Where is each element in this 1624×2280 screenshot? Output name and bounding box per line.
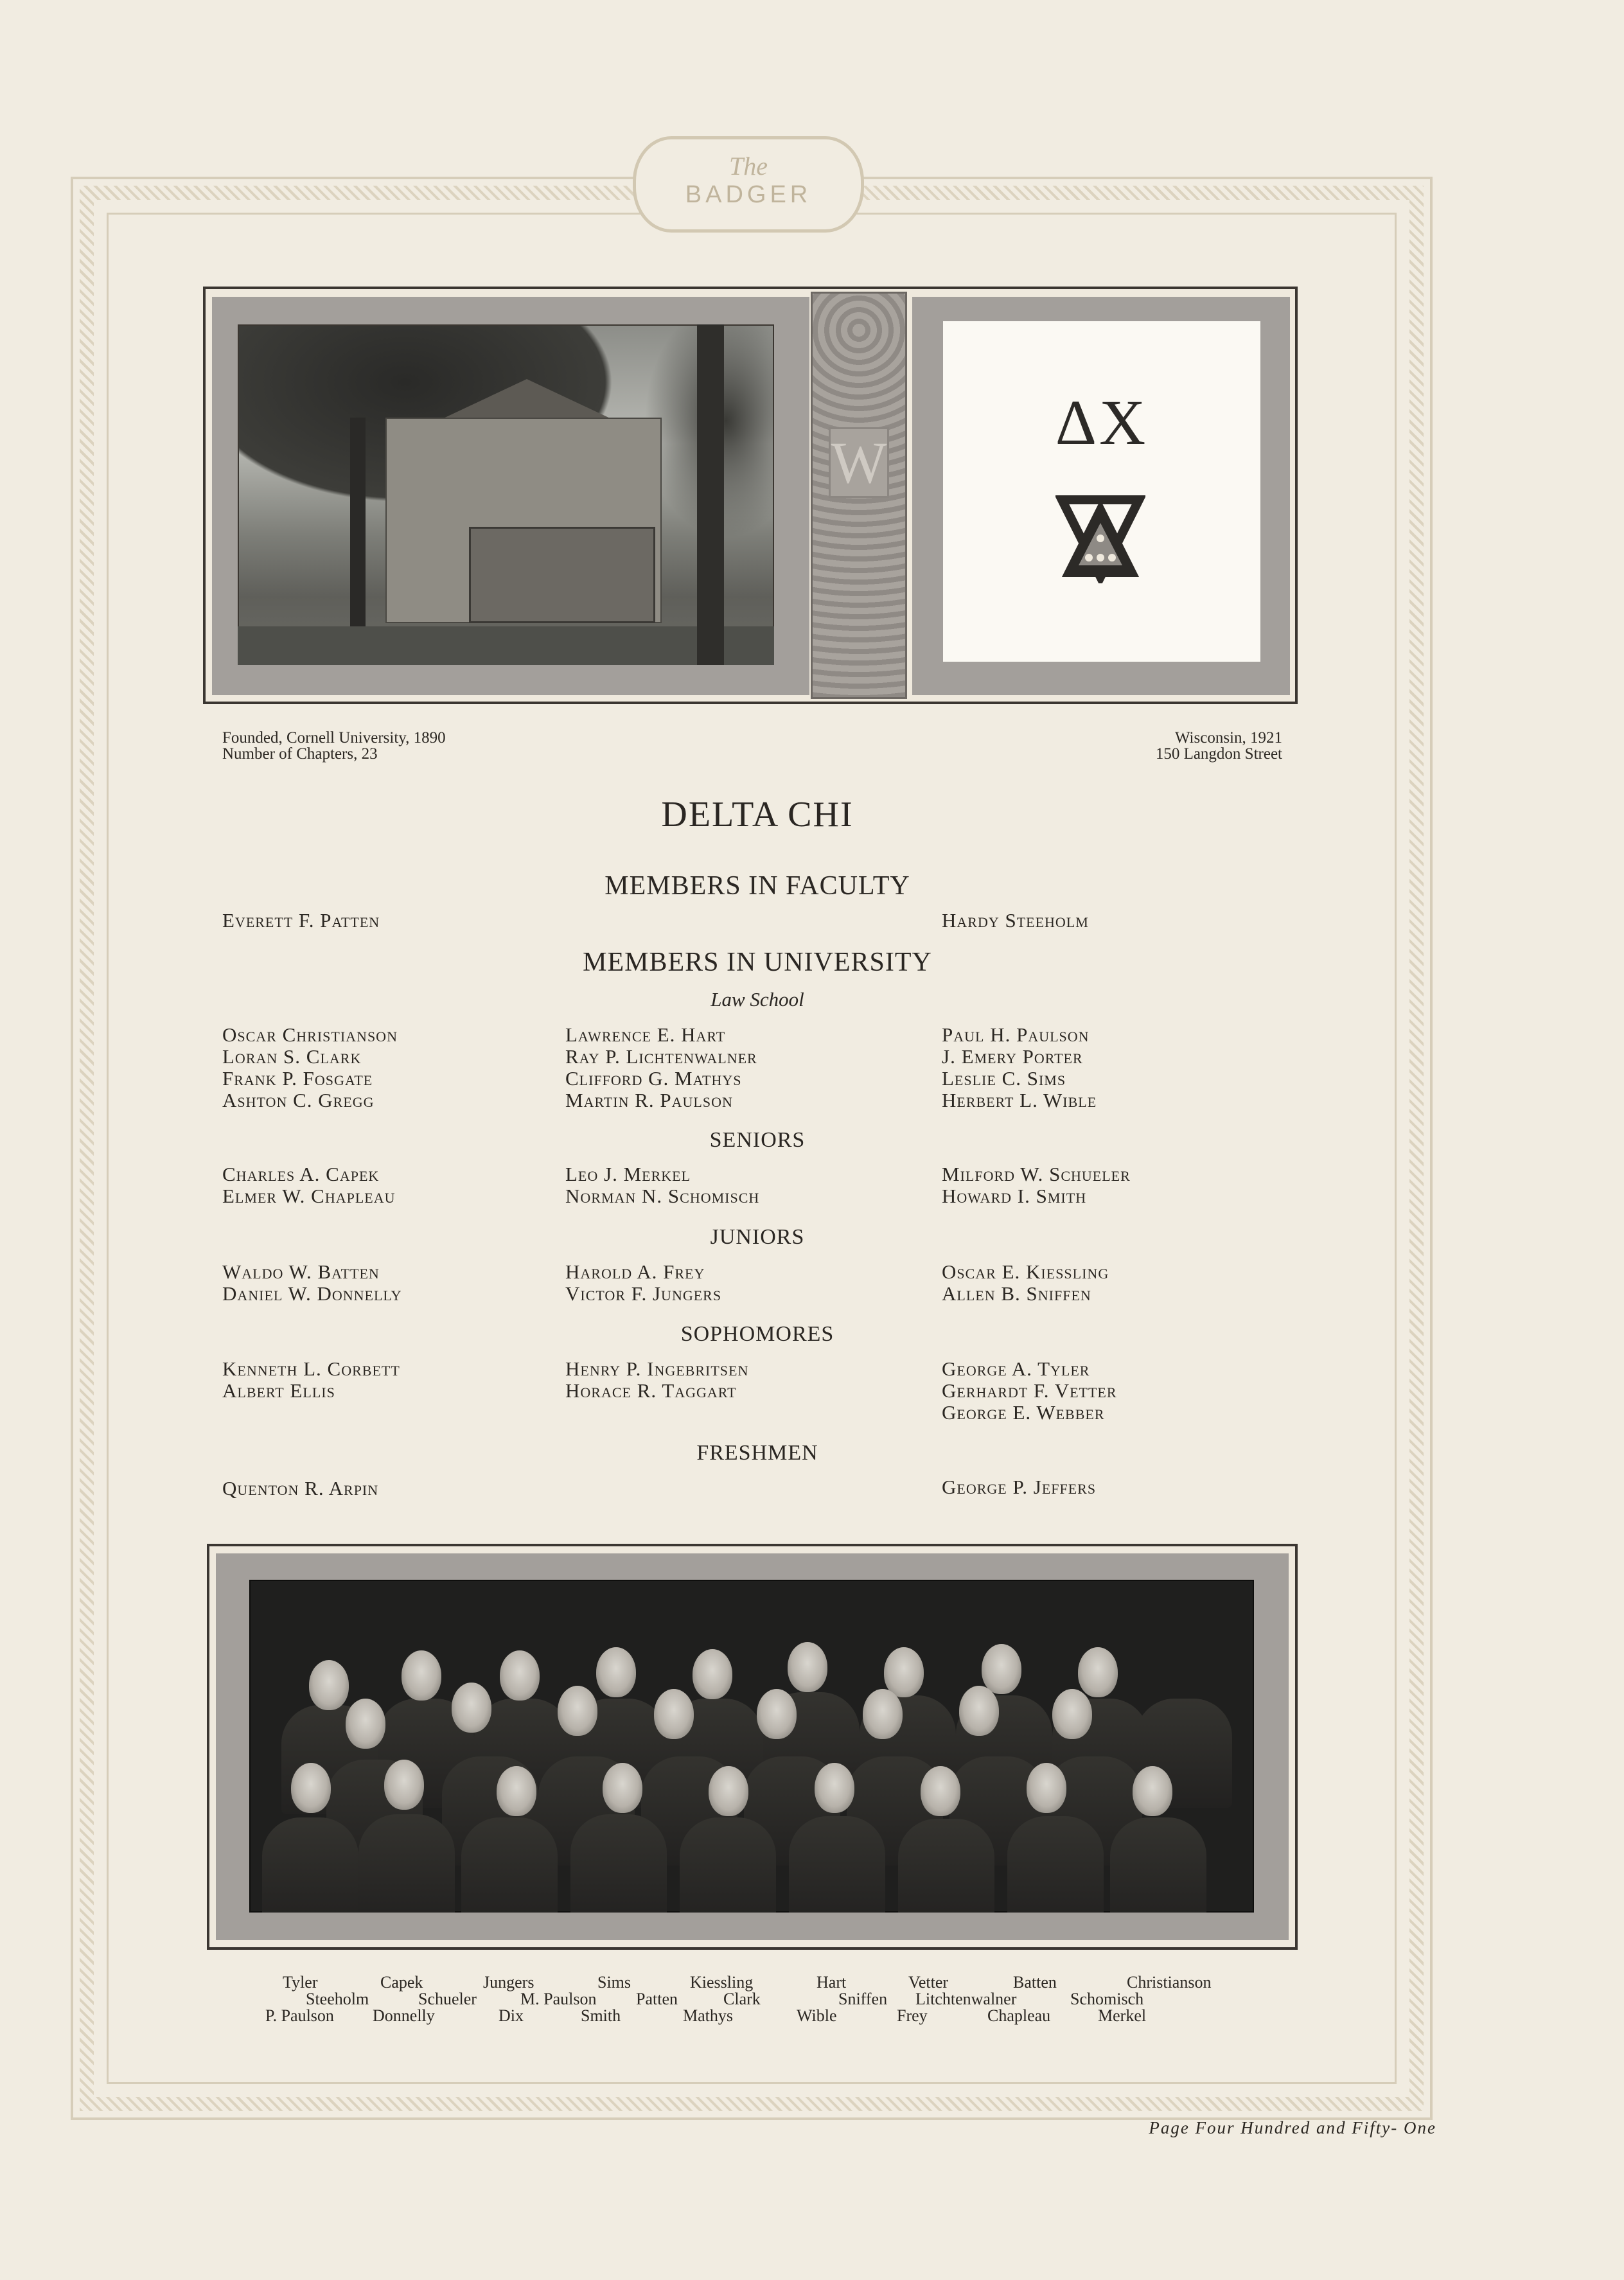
photo-name: P. Paulson bbox=[265, 2006, 334, 2025]
sophomores-heading: SOPHOMORES bbox=[680, 1322, 834, 1346]
member-name: Howard I. Smith bbox=[942, 1185, 1087, 1207]
figure-head bbox=[402, 1650, 441, 1701]
photo-name: Hart bbox=[816, 1973, 847, 1992]
photo-name: Wible bbox=[797, 2006, 837, 2025]
member-name: Charles A. Capek bbox=[222, 1163, 380, 1185]
juniors-col-1 bbox=[222, 1261, 402, 1305]
figure-head bbox=[863, 1689, 903, 1739]
photo-name: Batten bbox=[1013, 1973, 1057, 1992]
member-name: George E. Webber bbox=[942, 1401, 1105, 1424]
photo-name: Vetter bbox=[908, 1973, 949, 1992]
photo-name: Sniffen bbox=[838, 1990, 888, 2008]
tree-trunk-left bbox=[350, 418, 366, 636]
seniors-col-2 bbox=[565, 1163, 759, 1207]
member-name: Lawrence E. Hart bbox=[565, 1023, 726, 1046]
figure-head bbox=[384, 1760, 424, 1810]
figure-body bbox=[898, 1819, 994, 1913]
figure-head bbox=[558, 1686, 597, 1736]
figure-body bbox=[789, 1816, 885, 1913]
member-name: Henry P. Ingebritsen bbox=[565, 1357, 749, 1380]
juniors-col-2 bbox=[565, 1261, 721, 1305]
member-name: Clifford G. Mathys bbox=[565, 1067, 742, 1090]
seniors-col-3 bbox=[942, 1163, 1131, 1207]
photo-name: Jungers bbox=[483, 1973, 534, 1992]
juniors-col-3 bbox=[942, 1261, 1109, 1305]
figure-head bbox=[757, 1689, 797, 1739]
member-name: Quenton R. Arpin bbox=[222, 1477, 379, 1499]
member-name: Frank P. Fosgate bbox=[222, 1067, 373, 1090]
house-porch bbox=[469, 527, 655, 623]
photo-name: Schueler bbox=[418, 1990, 477, 2008]
figure-head bbox=[291, 1763, 331, 1813]
law-school-heading: Law School bbox=[710, 988, 804, 1011]
photo-name: Kiessling bbox=[690, 1973, 754, 1992]
photo-name: Sims bbox=[597, 1973, 631, 1992]
figure-head bbox=[497, 1766, 536, 1816]
member-name: Daniel W. Donnelly bbox=[222, 1282, 402, 1305]
member-name: Martin R. Paulson bbox=[565, 1089, 733, 1111]
member-name: Milford W. Schueler bbox=[942, 1163, 1131, 1185]
photo-name: Smith bbox=[581, 2006, 621, 2025]
sophomores-col-2 bbox=[565, 1358, 748, 1402]
member-name: Victor F. Jungers bbox=[565, 1282, 722, 1305]
photo-name: M. Paulson bbox=[520, 1990, 597, 2008]
seniors-heading: SENIORS bbox=[709, 1128, 806, 1152]
founded-info: Founded, Cornell University, 1890 bbox=[222, 729, 446, 747]
figure-head bbox=[1052, 1689, 1092, 1739]
house-lawn bbox=[238, 626, 774, 665]
figure-head bbox=[788, 1642, 827, 1692]
member-name: Gerhardt F. Vetter bbox=[942, 1379, 1117, 1402]
sophomores-col-1 bbox=[222, 1358, 400, 1402]
figure-head bbox=[654, 1689, 694, 1739]
member-name: Horace R. Taggart bbox=[565, 1379, 737, 1402]
figure-head bbox=[1027, 1763, 1066, 1813]
figure-head bbox=[709, 1766, 748, 1816]
figure-head bbox=[603, 1763, 642, 1813]
law-col-1 bbox=[222, 1024, 398, 1111]
faculty-left-list bbox=[222, 910, 380, 932]
group-photo bbox=[249, 1580, 1254, 1913]
member-name: George A. Tyler bbox=[942, 1357, 1090, 1380]
member-name: Norman N. Schomisch bbox=[565, 1185, 760, 1207]
figure-head bbox=[500, 1650, 540, 1701]
badger-cartouche-logo bbox=[633, 136, 864, 233]
member-name: Allen B. Sniffen bbox=[942, 1282, 1091, 1305]
figure-head bbox=[982, 1644, 1021, 1694]
figure-head bbox=[921, 1766, 960, 1816]
photo-name: Chapleau bbox=[987, 2006, 1051, 2025]
freshmen-col-3 bbox=[942, 1476, 1096, 1498]
photo-name: Dix bbox=[499, 2006, 524, 2025]
cartouche-the: The bbox=[729, 152, 768, 181]
member-name: Leslie C. Sims bbox=[942, 1067, 1066, 1090]
crest-card bbox=[943, 321, 1260, 662]
member-name: Waldo W. Batten bbox=[222, 1260, 380, 1283]
member-name: Kenneth L. Corbett bbox=[222, 1357, 400, 1380]
figure-head bbox=[884, 1647, 924, 1697]
figure-body bbox=[1007, 1816, 1104, 1913]
member-name: Loran S. Clark bbox=[222, 1045, 362, 1068]
photo-name: Merkel bbox=[1098, 2006, 1147, 2025]
photo-name: Steeholm bbox=[306, 1990, 369, 2008]
law-col-3 bbox=[942, 1024, 1097, 1111]
member-name: Ray P. Lichtenwalner bbox=[565, 1045, 757, 1068]
member-name: Elmer W. Chapleau bbox=[222, 1185, 396, 1207]
figure-head bbox=[309, 1660, 349, 1710]
member-name: Paul H. Paulson bbox=[942, 1023, 1090, 1046]
member-name: Oscar E. Kiessling bbox=[942, 1260, 1109, 1283]
photo-name: Capek bbox=[380, 1973, 423, 1992]
figure-head bbox=[959, 1686, 999, 1736]
greek-letters: ΔX bbox=[1055, 387, 1149, 458]
member-name: Oscar Christianson bbox=[222, 1023, 398, 1046]
photo-name: Litchtenwalner bbox=[915, 1990, 1017, 2008]
member-name: Harold A. Frey bbox=[565, 1260, 705, 1283]
member-name: Herbert L. Wible bbox=[942, 1089, 1097, 1111]
member-name: George P. Jeffers bbox=[942, 1476, 1097, 1498]
photo-name: Schomisch bbox=[1070, 1990, 1144, 2008]
figure-body bbox=[1110, 1817, 1206, 1913]
photo-name: Christianson bbox=[1127, 1973, 1212, 1992]
figure-body bbox=[262, 1817, 358, 1913]
university-heading: MEMBERS IN UNIVERSITY bbox=[583, 948, 932, 977]
figure-body bbox=[358, 1814, 455, 1913]
member-name: Leo J. Merkel bbox=[565, 1163, 691, 1185]
tree-trunk-right bbox=[697, 324, 724, 665]
photo-name: Mathys bbox=[683, 2006, 733, 2025]
cartouche-badger: BADGER bbox=[685, 181, 812, 208]
member-name: Hardy Steeholm bbox=[942, 909, 1089, 932]
figure-head bbox=[815, 1763, 854, 1813]
photo-name: Tyler bbox=[283, 1973, 318, 1992]
law-col-2 bbox=[565, 1024, 757, 1111]
freshmen-col-1 bbox=[222, 1478, 378, 1499]
seniors-col-1 bbox=[222, 1163, 396, 1207]
faculty-heading: MEMBERS IN FACULTY bbox=[605, 871, 910, 901]
figure-head bbox=[1078, 1647, 1118, 1697]
member-name: Albert Ellis bbox=[222, 1379, 335, 1402]
figure-body bbox=[570, 1814, 667, 1913]
photo-name: Donnelly bbox=[373, 2006, 435, 2025]
faculty-right-list bbox=[942, 910, 1089, 932]
photo-name: Frey bbox=[897, 2006, 928, 2025]
member-name: Ashton C. Gregg bbox=[222, 1089, 375, 1111]
address-info: 150 Langdon Street bbox=[1155, 745, 1282, 763]
figure-head bbox=[693, 1649, 732, 1699]
figure-body bbox=[461, 1817, 558, 1913]
photo-name: Clark bbox=[723, 1990, 761, 2008]
freshmen-heading: FRESHMEN bbox=[696, 1441, 818, 1465]
fraternity-title: DELTA CHI bbox=[661, 795, 854, 835]
member-name: J. Emery Porter bbox=[942, 1045, 1083, 1068]
figure-head bbox=[452, 1683, 491, 1733]
member-name: Everett F. Patten bbox=[222, 909, 380, 932]
chapters-info: Number of Chapters, 23 bbox=[222, 745, 378, 763]
page-number: Page Four Hundred and Fifty- One bbox=[1149, 2118, 1436, 2137]
photo-name: Patten bbox=[636, 1990, 678, 2008]
figure-body bbox=[680, 1817, 776, 1913]
strip-w-plaque bbox=[829, 427, 889, 498]
sophomores-col-3 bbox=[942, 1358, 1117, 1424]
chapter-est-info: Wisconsin, 1921 bbox=[1174, 729, 1282, 747]
figure-head bbox=[596, 1647, 636, 1697]
figure-head bbox=[346, 1699, 385, 1749]
strip-w-letter: W bbox=[831, 430, 887, 495]
juniors-heading: JUNIORS bbox=[710, 1225, 805, 1249]
fraternity-badge-icon bbox=[1055, 493, 1145, 583]
figure-head bbox=[1133, 1766, 1172, 1816]
